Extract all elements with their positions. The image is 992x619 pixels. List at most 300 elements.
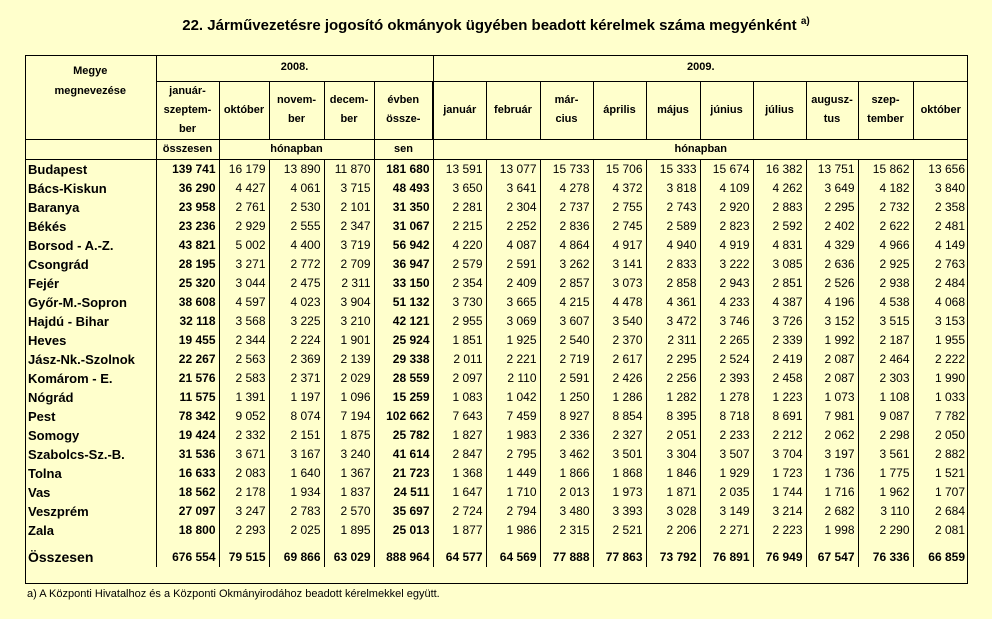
table-cell: 13 751 — [806, 159, 858, 179]
table-cell: 1 986 — [486, 521, 540, 540]
table-row — [25, 331, 968, 350]
table-cell: 41 614 — [374, 445, 433, 464]
table-cell: 4 940 — [646, 236, 700, 255]
table-cell: 3 393 — [593, 502, 646, 521]
table-cell: 2 050 — [934, 427, 965, 442]
table-cell: 2 772 — [269, 255, 324, 274]
table-cell: 2 583 — [219, 369, 269, 388]
table-cell: 2 327 — [593, 426, 646, 445]
county-name: Heves — [25, 331, 156, 350]
table-cell: 2 358 — [934, 199, 965, 214]
table-cell: 1 521 — [934, 465, 965, 480]
table-cell: 2 851 — [753, 274, 806, 293]
table-cell: 3 222 — [700, 255, 753, 274]
col-month-2009: június — [700, 81, 753, 139]
table-cell: 15 259 — [374, 388, 433, 407]
table-cell: 1 846 — [646, 464, 700, 483]
table-cell: 7 194 — [324, 407, 374, 426]
title-footnote-mark: a) — [800, 16, 810, 27]
table-cell: 4 372 — [593, 179, 646, 198]
table-cell: 3 240 — [324, 445, 374, 464]
table-cell: 4 831 — [753, 236, 806, 255]
table-cell: 24 511 — [374, 483, 433, 502]
table-cell: 3 665 — [486, 293, 540, 312]
table-cell: 4 597 — [219, 293, 269, 312]
table-cell: 2 823 — [700, 217, 753, 236]
county-header — [25, 55, 156, 139]
table-cell: 3 671 — [219, 445, 269, 464]
table-cell: 77 863 — [593, 540, 646, 567]
table-cell: 2 526 — [806, 274, 858, 293]
table-cell: 2 295 — [646, 350, 700, 369]
county-name: Tolna — [25, 464, 156, 483]
table-cell: 2 336 — [540, 426, 593, 445]
county-name: Csongrád — [25, 255, 156, 274]
table-cell: 2 233 — [700, 426, 753, 445]
county-name: Hajdú - Bihar — [25, 312, 156, 331]
table-cell: 2 732 — [858, 198, 913, 217]
table-cell: 1 837 — [324, 483, 374, 502]
table-row — [25, 179, 968, 198]
table-cell: 1 707 — [934, 484, 965, 499]
table-cell: 18 800 — [156, 521, 219, 540]
table-cell: 1 955 — [934, 332, 965, 347]
table-cell: 4 215 — [540, 293, 593, 312]
county-name: Bács-Kiskun — [25, 179, 156, 198]
table-cell: 3 730 — [433, 293, 486, 312]
table-cell: 3 515 — [858, 312, 913, 331]
table-cell: 1 250 — [540, 388, 593, 407]
county-name: Nógrád — [25, 388, 156, 407]
county-name: Zala — [25, 521, 156, 540]
table-cell: 3 225 — [269, 312, 324, 331]
county-name: Jász-Nk.-Szolnok — [25, 350, 156, 369]
county-name: Pest — [25, 407, 156, 426]
table-cell: 2 836 — [540, 217, 593, 236]
table-cell: 2 311 — [324, 274, 374, 293]
table-cell: 139 741 — [156, 159, 219, 179]
osszesen-label: összesen — [156, 139, 219, 159]
table-cell: 2 755 — [593, 198, 646, 217]
table-cell: 1 716 — [806, 483, 858, 502]
table-cell: 2 303 — [858, 369, 913, 388]
table-cell: 3 818 — [646, 179, 700, 198]
table-cell: 15 862 — [858, 159, 913, 179]
table-cell: 4 068 — [934, 294, 965, 309]
table-cell: 9 087 — [858, 407, 913, 426]
table-row — [25, 293, 968, 312]
table-cell: 3 262 — [540, 255, 593, 274]
table-cell: 2 369 — [269, 350, 324, 369]
table-cell: 25 782 — [374, 426, 433, 445]
table-cell: 2 484 — [934, 275, 965, 290]
table-cell: 2 393 — [700, 369, 753, 388]
table-cell: 3 726 — [753, 312, 806, 331]
table-cell: 4 329 — [806, 236, 858, 255]
table-cell: 2 062 — [806, 426, 858, 445]
table-cell: 3 153 — [934, 313, 965, 328]
table-row — [25, 350, 968, 369]
table-cell: 3 073 — [593, 274, 646, 293]
table-cell: 1 983 — [486, 426, 540, 445]
table-cell: 3 210 — [324, 312, 374, 331]
table-cell: 2 938 — [858, 274, 913, 293]
table-cell: 1 962 — [858, 483, 913, 502]
table-cell: 2 622 — [858, 217, 913, 236]
table-cell: 2 409 — [486, 274, 540, 293]
table-cell: 2 025 — [269, 521, 324, 540]
table-cell: 3 110 — [858, 502, 913, 521]
county-name: Szabolcs-Sz.-B. — [25, 445, 156, 464]
table-cell: 19 455 — [156, 331, 219, 350]
col-month-2009: október — [920, 103, 961, 116]
table-cell: 4 149 — [934, 237, 965, 252]
table-cell: 9 052 — [219, 407, 269, 426]
table-cell: 2 013 — [540, 483, 593, 502]
table-cell: 23 958 — [156, 198, 219, 217]
table-cell: 28 195 — [156, 255, 219, 274]
table-cell: 3 472 — [646, 312, 700, 331]
table-cell: 1 640 — [269, 464, 324, 483]
table-cell: 2 290 — [858, 521, 913, 540]
table-cell: 2 139 — [324, 350, 374, 369]
county-name: Borsod - A.-Z. — [25, 236, 156, 255]
table-cell: 2 252 — [486, 217, 540, 236]
table-cell: 1 744 — [753, 483, 806, 502]
table-cell: 2 794 — [486, 502, 540, 521]
table-cell: 36 290 — [156, 179, 219, 198]
table-cell: 2 370 — [593, 331, 646, 350]
col-dec-2008: decem- ber — [324, 81, 374, 139]
table-cell: 4 864 — [540, 236, 593, 255]
table-cell: 2 847 — [433, 445, 486, 464]
table-cell: 5 002 — [219, 236, 269, 255]
table-cell: 4 427 — [219, 179, 269, 198]
col-month-2009: április — [593, 81, 646, 139]
table-cell: 2 563 — [219, 350, 269, 369]
table-cell: 7 459 — [486, 407, 540, 426]
county-name: Somogy — [25, 426, 156, 445]
table-row — [25, 521, 968, 540]
table-cell: 3 904 — [324, 293, 374, 312]
county-name: Budapest — [25, 159, 156, 179]
table-cell: 4 400 — [269, 236, 324, 255]
table-cell: 2 743 — [646, 198, 700, 217]
table-cell: 3 641 — [486, 179, 540, 198]
table-cell: 2 224 — [269, 331, 324, 350]
table-cell: 2 761 — [219, 198, 269, 217]
table-cell: 1 073 — [806, 388, 858, 407]
table-cell: 2 265 — [700, 331, 753, 350]
table-cell: 2 458 — [753, 369, 806, 388]
data-table — [25, 55, 968, 567]
table-row — [25, 217, 968, 236]
table-cell: 1 775 — [858, 464, 913, 483]
county-name: Győr-M.-Sopron — [25, 293, 156, 312]
table-cell: 1 901 — [324, 331, 374, 350]
col-year-total-2008: évben össze- — [374, 81, 433, 139]
table-cell: 2 081 — [934, 522, 965, 537]
table-cell: 13 077 — [486, 159, 540, 179]
table-cell: 4 361 — [646, 293, 700, 312]
table-cell: 4 196 — [806, 293, 858, 312]
table-cell: 25 924 — [374, 331, 433, 350]
table-cell: 2 011 — [433, 350, 486, 369]
table-row — [25, 255, 968, 274]
footnote: a) A Központi Hivatalhoz és a Központi Okmányirodához beadott kérelmekkel együtt. — [27, 588, 440, 600]
county-header-line2: megnevezése — [54, 85, 127, 97]
table-cell: 4 023 — [269, 293, 324, 312]
table-cell: 2 883 — [753, 198, 806, 217]
table-cell: 1 925 — [486, 331, 540, 350]
col-month-2009: május — [646, 81, 700, 139]
table-cell: 3 719 — [324, 236, 374, 255]
table-cell: 4 220 — [433, 236, 486, 255]
table-cell: 15 674 — [700, 159, 753, 179]
table-cell: 23 236 — [156, 217, 219, 236]
table-cell: 15 333 — [646, 159, 700, 179]
table-cell: 2 929 — [219, 217, 269, 236]
table-cell: 1 197 — [269, 388, 324, 407]
table-cell: 3 271 — [219, 255, 269, 274]
col-month-2009: augusz- tus — [806, 81, 858, 139]
table-cell: 4 919 — [700, 236, 753, 255]
table-cell: 2 151 — [269, 426, 324, 445]
county-name: Veszprém — [25, 502, 156, 521]
table-cell: 2 178 — [219, 483, 269, 502]
table-cell: 25 320 — [156, 274, 219, 293]
table-cell: 2 636 — [806, 255, 858, 274]
table-cell: 2 745 — [593, 217, 646, 236]
table-cell: 888 964 — [374, 540, 433, 567]
table-cell: 2 339 — [753, 331, 806, 350]
table-cell: 181 680 — [374, 159, 433, 179]
table-cell: 8 854 — [593, 407, 646, 426]
table-cell: 2 579 — [433, 255, 486, 274]
table-cell: 11 575 — [156, 388, 219, 407]
county-name: Összesen — [25, 540, 156, 567]
table-cell: 2 709 — [324, 255, 374, 274]
table-cell: 1 990 — [934, 370, 965, 385]
table-row — [25, 369, 968, 388]
col-month-2009: február — [486, 81, 540, 139]
table-cell: 78 342 — [156, 407, 219, 426]
table-cell: 3 501 — [593, 445, 646, 464]
table-cell: 15 706 — [593, 159, 646, 179]
table-cell: 31 536 — [156, 445, 219, 464]
table-cell: 1 827 — [433, 426, 486, 445]
table-cell: 36 947 — [374, 255, 433, 274]
table-cell: 4 233 — [700, 293, 753, 312]
table-cell: 4 966 — [858, 236, 913, 255]
table-cell: 2 783 — [269, 502, 324, 521]
table-cell: 1 278 — [700, 388, 753, 407]
table-cell: 2 555 — [269, 217, 324, 236]
table-cell: 1 998 — [806, 521, 858, 540]
table-cell: 11 870 — [324, 159, 374, 179]
table-cell: 3 561 — [858, 445, 913, 464]
table-cell: 1 042 — [486, 388, 540, 407]
table-cell: 66 859 — [928, 549, 965, 564]
table-cell: 22 267 — [156, 350, 219, 369]
table-cell: 1 868 — [593, 464, 646, 483]
county-name: Baranya — [25, 198, 156, 217]
table-cell: 2 051 — [646, 426, 700, 445]
table-cell: 15 733 — [540, 159, 593, 179]
table-cell: 2 097 — [433, 369, 486, 388]
table-cell: 2 212 — [753, 426, 806, 445]
table-cell: 2 035 — [700, 483, 753, 502]
table-row — [25, 407, 968, 426]
table-cell: 1 083 — [433, 388, 486, 407]
table-cell: 3 152 — [806, 312, 858, 331]
table-cell: 2 315 — [540, 521, 593, 540]
table-cell: 3 304 — [646, 445, 700, 464]
table-cell: 2 087 — [806, 350, 858, 369]
table-cell: 2 481 — [934, 218, 965, 233]
table-row — [25, 159, 968, 179]
table-cell: 13 656 — [928, 161, 965, 176]
page-title — [0, 16, 992, 34]
table-cell: 2 684 — [934, 503, 965, 518]
table-cell: 3 650 — [433, 179, 486, 198]
table-cell: 2 419 — [753, 350, 806, 369]
table-cell: 4 387 — [753, 293, 806, 312]
col-oct-2008: október — [219, 81, 269, 139]
table-cell: 2 719 — [540, 350, 593, 369]
table-cell: 2 524 — [700, 350, 753, 369]
table-cell: 2 724 — [433, 502, 486, 521]
total-row — [25, 540, 968, 567]
table-cell: 1 871 — [646, 483, 700, 502]
table-cell: 3 247 — [219, 502, 269, 521]
table-cell: 2 206 — [646, 521, 700, 540]
table-cell: 2 087 — [806, 369, 858, 388]
table-cell: 2 256 — [646, 369, 700, 388]
table-cell: 21 723 — [374, 464, 433, 483]
honapban-2009-label: hónapban — [433, 139, 968, 159]
table-cell: 2 347 — [324, 217, 374, 236]
table-cell: 1 895 — [324, 521, 374, 540]
table-cell: 28 559 — [374, 369, 433, 388]
table-cell: 35 697 — [374, 502, 433, 521]
col-jan-sep-2008: január- szeptem- ber — [156, 81, 219, 139]
county-name: Komárom - E. — [25, 369, 156, 388]
table-cell: 2 221 — [486, 350, 540, 369]
table-cell: 2 857 — [540, 274, 593, 293]
col-month-2009: július — [753, 81, 806, 139]
table-cell: 27 097 — [156, 502, 219, 521]
table-cell: 1 877 — [433, 521, 486, 540]
table-cell: 2 222 — [934, 351, 965, 366]
table-cell: 7 782 — [934, 408, 965, 423]
table-cell: 2 943 — [700, 274, 753, 293]
table-cell: 31 067 — [374, 217, 433, 236]
table-cell: 16 382 — [753, 159, 806, 179]
table-cell: 2 110 — [486, 369, 540, 388]
table-cell: 2 592 — [753, 217, 806, 236]
table-cell: 1 449 — [486, 464, 540, 483]
table-cell: 2 530 — [269, 198, 324, 217]
table-cell: 31 350 — [374, 198, 433, 217]
table-cell: 4 109 — [700, 179, 753, 198]
table-cell: 3 649 — [806, 179, 858, 198]
table-cell: 2 223 — [753, 521, 806, 540]
table-cell: 2 925 — [858, 255, 913, 274]
table-cell: 8 691 — [753, 407, 806, 426]
county-header-line1: Megye — [73, 65, 108, 77]
col-month-2009: szep- tember — [858, 81, 913, 139]
table-cell: 3 540 — [593, 312, 646, 331]
table-cell: 2 311 — [646, 331, 700, 350]
table-cell: 3 746 — [700, 312, 753, 331]
table-cell: 67 547 — [806, 540, 858, 567]
table-cell: 2 833 — [646, 255, 700, 274]
table-cell: 4 182 — [858, 179, 913, 198]
table-row — [25, 502, 968, 521]
table-row — [25, 464, 968, 483]
table-cell: 2 858 — [646, 274, 700, 293]
table-cell: 2 589 — [646, 217, 700, 236]
table-cell: 33 150 — [374, 274, 433, 293]
table-cell: 21 576 — [156, 369, 219, 388]
table-cell: 43 821 — [156, 236, 219, 255]
sen-label: sen — [374, 139, 433, 159]
table-cell: 32 118 — [156, 312, 219, 331]
table-cell: 8 395 — [646, 407, 700, 426]
table-row — [25, 388, 968, 407]
table-cell: 2 475 — [269, 274, 324, 293]
table-cell: 1 973 — [593, 483, 646, 502]
table-cell: 2 955 — [433, 312, 486, 331]
table-cell: 3 568 — [219, 312, 269, 331]
table-cell: 18 562 — [156, 483, 219, 502]
table-cell: 8 718 — [700, 407, 753, 426]
table-cell: 76 336 — [858, 540, 913, 567]
table-cell: 76 891 — [700, 540, 753, 567]
table-cell: 1 368 — [433, 464, 486, 483]
table-cell: 2 295 — [806, 198, 858, 217]
table-cell: 2 426 — [593, 369, 646, 388]
table-cell: 1 723 — [753, 464, 806, 483]
table-cell: 2 354 — [433, 274, 486, 293]
table-cell: 3 197 — [806, 445, 858, 464]
table-cell: 3 085 — [753, 255, 806, 274]
table-cell: 3 069 — [486, 312, 540, 331]
table-cell: 77 888 — [540, 540, 593, 567]
table-cell: 25 013 — [374, 521, 433, 540]
table-cell: 2 920 — [700, 198, 753, 217]
table-cell: 2 371 — [269, 369, 324, 388]
table-cell: 42 121 — [374, 312, 433, 331]
table-row — [25, 236, 968, 255]
county-name: Békés — [25, 217, 156, 236]
table-cell: 2 521 — [593, 521, 646, 540]
table-cell: 4 917 — [593, 236, 646, 255]
table-cell: 3 044 — [219, 274, 269, 293]
table-cell: 4 538 — [858, 293, 913, 312]
table-cell: 2 332 — [219, 426, 269, 445]
table-cell: 1 033 — [934, 389, 965, 404]
table-cell: 3 167 — [269, 445, 324, 464]
table-cell: 73 792 — [646, 540, 700, 567]
header-spacer — [25, 139, 156, 159]
table-cell: 13 890 — [269, 159, 324, 179]
table-cell: 16 633 — [156, 464, 219, 483]
table-cell: 63 029 — [324, 540, 374, 567]
table-cell: 2 882 — [934, 446, 965, 461]
table-cell: 3 507 — [700, 445, 753, 464]
